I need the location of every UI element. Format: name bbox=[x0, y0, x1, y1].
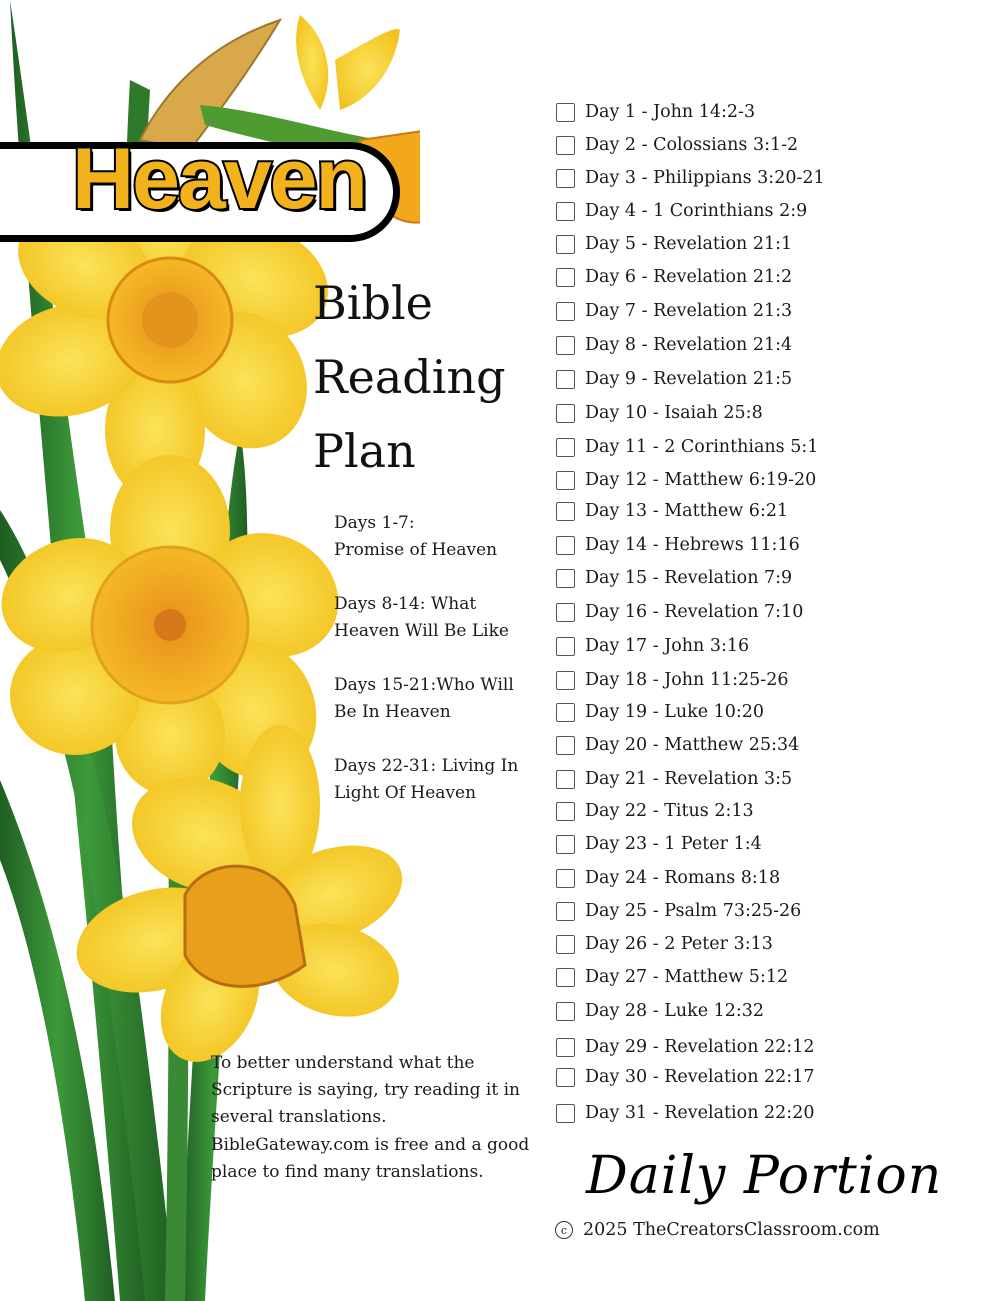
section-line: Days 1-7: bbox=[334, 513, 415, 533]
reading-row bbox=[556, 733, 799, 757]
reading-row bbox=[556, 166, 825, 190]
reading-label: Day 26 - 2 Peter 3:13 bbox=[585, 934, 773, 954]
reading-checkbox[interactable] bbox=[556, 1104, 575, 1123]
reading-label: Day 5 - Revelation 21:1 bbox=[585, 234, 793, 254]
reading-label: Day 13 - Matthew 6:21 bbox=[585, 501, 789, 521]
reading-checkbox[interactable] bbox=[556, 502, 575, 521]
note-line: Scripture is saying, try reading it in bbox=[211, 1080, 520, 1101]
reading-label: Day 28 - Luke 12:32 bbox=[585, 1001, 765, 1021]
reading-row bbox=[556, 333, 792, 357]
reading-label: Day 14 - Hebrews 11:16 bbox=[585, 535, 800, 555]
plan-title-line: Plan bbox=[313, 424, 416, 478]
reading-label: Day 10 - Isaiah 25:8 bbox=[585, 403, 763, 423]
reading-checkbox[interactable] bbox=[556, 136, 575, 155]
reading-checkbox[interactable] bbox=[556, 302, 575, 321]
reading-checkbox[interactable] bbox=[556, 935, 575, 954]
reading-row bbox=[556, 668, 789, 692]
reading-row bbox=[556, 566, 792, 590]
reading-checkbox[interactable] bbox=[556, 703, 575, 722]
reading-row bbox=[556, 199, 807, 223]
reading-checkbox[interactable] bbox=[556, 103, 575, 122]
reading-checkbox[interactable] bbox=[556, 736, 575, 755]
copyright-icon: c bbox=[555, 1221, 573, 1239]
reading-label: Day 25 - Psalm 73:25-26 bbox=[585, 901, 802, 921]
reading-row bbox=[556, 999, 764, 1023]
reading-label: Day 4 - 1 Corinthians 2:9 bbox=[585, 201, 808, 221]
reading-row bbox=[556, 468, 816, 492]
reading-checkbox[interactable] bbox=[556, 404, 575, 423]
reading-row bbox=[556, 100, 755, 124]
reading-label: Day 30 - Revelation 22:17 bbox=[585, 1067, 815, 1087]
note-line: several translations. bbox=[211, 1107, 387, 1128]
reading-label: Day 24 - Romans 8:18 bbox=[585, 868, 781, 888]
banner-title: Heaven bbox=[72, 131, 366, 227]
section-line: Promise of Heaven bbox=[334, 540, 498, 560]
reading-checkbox[interactable] bbox=[556, 438, 575, 457]
reading-checkbox[interactable] bbox=[556, 1002, 575, 1021]
reading-label: Day 29 - Revelation 22:12 bbox=[585, 1037, 815, 1057]
reading-row bbox=[556, 932, 773, 956]
reading-row bbox=[556, 1101, 814, 1125]
reading-row bbox=[556, 634, 749, 658]
section-what-heaven-will-be-like bbox=[334, 591, 544, 645]
reading-checkbox[interactable] bbox=[556, 802, 575, 821]
copyright-text: 2025 TheCreatorsClassroom.com bbox=[583, 1220, 880, 1240]
plan-title-line: Reading bbox=[313, 350, 506, 404]
reading-label: Day 31 - Revelation 22:20 bbox=[585, 1103, 815, 1123]
reading-row bbox=[556, 1065, 814, 1089]
reading-label: Day 20 - Matthew 25:34 bbox=[585, 735, 800, 755]
reading-label: Day 9 - Revelation 21:5 bbox=[585, 369, 793, 389]
reading-row bbox=[556, 499, 788, 523]
reading-row bbox=[556, 533, 800, 557]
reading-checkbox[interactable] bbox=[556, 671, 575, 690]
reading-row bbox=[556, 965, 788, 989]
reading-label: Day 18 - John 11:25-26 bbox=[585, 670, 789, 690]
reading-checkbox[interactable] bbox=[556, 902, 575, 921]
reading-row bbox=[556, 866, 780, 890]
reading-checkbox[interactable] bbox=[556, 471, 575, 490]
reading-row bbox=[556, 232, 792, 256]
daily-portion-signature: Daily Portion bbox=[586, 1146, 943, 1206]
reading-row bbox=[556, 133, 798, 157]
section-who-will-be-in-heaven bbox=[334, 672, 544, 726]
reading-label: Day 23 - 1 Peter 1:4 bbox=[585, 834, 762, 854]
reading-row bbox=[556, 435, 818, 459]
reading-row bbox=[556, 767, 792, 791]
reading-row bbox=[556, 367, 792, 391]
reading-label: Day 8 - Revelation 21:4 bbox=[585, 335, 793, 355]
reading-row bbox=[556, 299, 792, 323]
reading-row bbox=[556, 799, 754, 823]
reading-row bbox=[556, 265, 792, 289]
reading-label: Day 11 - 2 Corinthians 5:1 bbox=[585, 437, 819, 457]
reading-label: Day 22 - Titus 2:13 bbox=[585, 801, 754, 821]
reading-row bbox=[556, 899, 801, 923]
plan-title-line: Bible bbox=[313, 276, 433, 330]
reading-checkbox[interactable] bbox=[556, 968, 575, 987]
reading-checkbox[interactable] bbox=[556, 336, 575, 355]
reading-checkbox[interactable] bbox=[556, 637, 575, 656]
reading-checkbox[interactable] bbox=[556, 202, 575, 221]
section-promise-of-heaven bbox=[334, 510, 544, 564]
reading-label: Day 2 - Colossians 3:1-2 bbox=[585, 135, 799, 155]
section-line: Be In Heaven bbox=[334, 702, 451, 722]
section-line: Days 22-31: Living In bbox=[334, 756, 519, 776]
note-line: BibleGateway.com is free and a good bbox=[211, 1134, 530, 1155]
reading-row bbox=[556, 401, 763, 425]
plan-title bbox=[313, 266, 506, 488]
section-line: Heaven Will Be Like bbox=[334, 621, 509, 641]
note-line: To better understand what the bbox=[211, 1053, 475, 1073]
section-living-in-light-of-heaven bbox=[334, 753, 544, 807]
reading-row bbox=[556, 1035, 814, 1059]
reading-row bbox=[556, 700, 764, 724]
copyright-footer bbox=[555, 1220, 880, 1240]
reading-checkbox[interactable] bbox=[556, 835, 575, 854]
reading-checkbox[interactable] bbox=[556, 370, 575, 389]
reading-label: Day 3 - Philippians 3:20-21 bbox=[585, 168, 825, 188]
reading-label: Day 21 - Revelation 3:5 bbox=[585, 769, 793, 789]
reading-label: Day 15 - Revelation 7:9 bbox=[585, 568, 793, 588]
reading-row bbox=[556, 832, 762, 856]
reading-checkbox[interactable] bbox=[556, 169, 575, 188]
reading-checkbox[interactable] bbox=[556, 268, 575, 287]
reading-label: Day 27 - Matthew 5:12 bbox=[585, 967, 789, 987]
reading-checkbox[interactable] bbox=[556, 869, 575, 888]
reading-label: Day 19 - Luke 10:20 bbox=[585, 702, 765, 722]
reading-label: Day 1 - John 14:2-3 bbox=[585, 102, 756, 122]
reading-checkbox[interactable] bbox=[556, 235, 575, 254]
reading-label: Day 6 - Revelation 21:2 bbox=[585, 267, 793, 287]
section-line: Days 8-14: What bbox=[334, 594, 477, 614]
reading-label: Day 16 - Revelation 7:10 bbox=[585, 602, 804, 622]
translation-note bbox=[211, 1050, 541, 1186]
reading-label: Day 12 - Matthew 6:19-20 bbox=[585, 470, 817, 490]
reading-checkbox[interactable] bbox=[556, 1038, 575, 1057]
note-line: place to find many translations. bbox=[211, 1161, 484, 1182]
reading-row bbox=[556, 600, 803, 624]
reading-checkbox[interactable] bbox=[556, 569, 575, 588]
reading-checkbox[interactable] bbox=[556, 770, 575, 789]
reading-checkbox[interactable] bbox=[556, 603, 575, 622]
reading-checkbox[interactable] bbox=[556, 536, 575, 555]
reading-checkbox[interactable] bbox=[556, 1068, 575, 1087]
section-line: Light Of Heaven bbox=[334, 783, 477, 803]
reading-label: Day 7 - Revelation 21:3 bbox=[585, 301, 793, 321]
reading-label: Day 17 - John 3:16 bbox=[585, 636, 750, 656]
section-line: Days 15-21:Who Will bbox=[334, 675, 514, 695]
